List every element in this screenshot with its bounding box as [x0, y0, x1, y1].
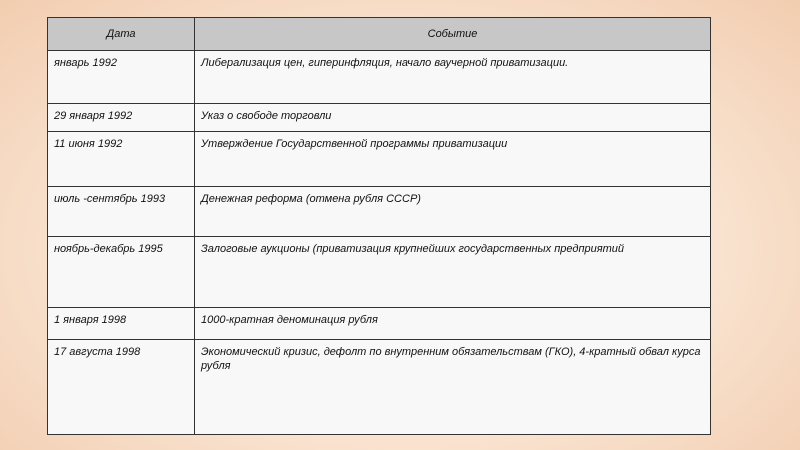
table-row: [48, 340, 711, 435]
date-cell: июль -сентябрь 1993: [48, 187, 195, 237]
date-cell: 11 июня 1992: [48, 132, 195, 187]
event-cell: Залоговые аукционы (приватизация крупнейших государственных предприятий: [195, 237, 711, 308]
date-cell: 17 августа 1998: [48, 340, 195, 435]
date-cell: 29 января 1992: [48, 104, 195, 132]
table-header-row: [48, 18, 711, 51]
table-row: [48, 132, 711, 187]
table-row: [48, 237, 711, 308]
column-header-event: Событие: [195, 18, 711, 51]
event-cell: Утверждение Государственной программы приватизации: [195, 132, 711, 187]
table-row: [48, 187, 711, 237]
table-row: [48, 308, 711, 340]
event-cell: 1000-кратная деноминация рубля: [195, 308, 711, 340]
event-cell: Экономический кризис, дефолт по внутренним обязательствам (ГКО), 4-кратный обвал курса рубля: [195, 340, 711, 435]
event-cell: Денежная реформа (отмена рубля СССР): [195, 187, 711, 237]
table-row: [48, 104, 711, 132]
event-cell: Либерализация цен, гиперинфляция, начало ваучерной приватизации.: [195, 51, 711, 104]
timeline-table: [47, 17, 711, 435]
event-cell: Указ о свободе торговли: [195, 104, 711, 132]
column-header-date: Дата: [48, 18, 195, 51]
date-cell: январь 1992: [48, 51, 195, 104]
date-cell: ноябрь-декабрь 1995: [48, 237, 195, 308]
timeline-table-container: [47, 17, 711, 434]
date-cell: 1 января 1998: [48, 308, 195, 340]
table-row: [48, 51, 711, 104]
